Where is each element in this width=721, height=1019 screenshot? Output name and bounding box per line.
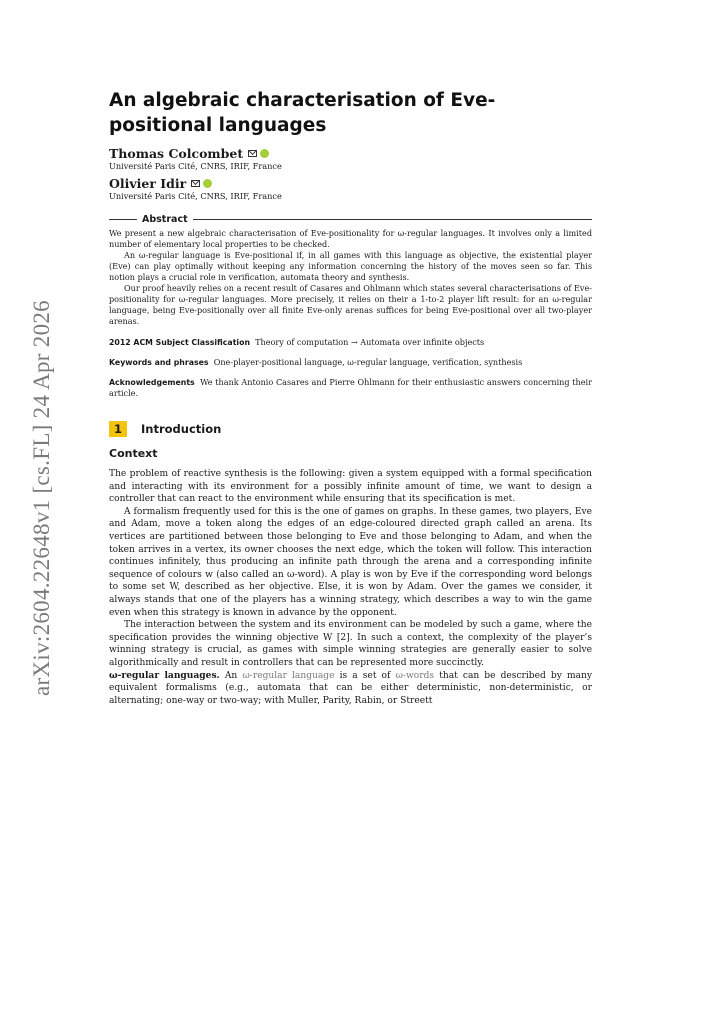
arxiv-id: arXiv:2604.22648v1 [cs.FL] 24 Apr 2026 bbox=[29, 300, 55, 696]
keywords: Keywords and phrases One-player-positional language, ω-regular language, verification, synthesis bbox=[109, 357, 523, 367]
mail-icon[interactable] bbox=[191, 180, 200, 187]
author-affiliation: Université Paris Cité, CNRS, IRIF, France bbox=[109, 161, 282, 171]
body-text bbox=[109, 468, 592, 707]
abstract-paragraph: We present a new algebraic characterisation of Eve-positionality for ω-regular languages. It involves only a limited number of elementary local properties to be checked. bbox=[109, 228, 592, 249]
mail-icon[interactable] bbox=[248, 150, 257, 157]
paragraph: The problem of reactive synthesis is the following: given a system equipped with a formal specification and interacting with its environment for a possibly infinite amount of time, we want to design a controller that can react to the environment while ensuring that its specification is met. bbox=[109, 469, 592, 505]
author-name: Thomas Colcombet bbox=[109, 146, 592, 161]
paper-title: An algebraic characterisation of Eve-positional languages bbox=[109, 90, 496, 136]
arxiv-sidebar-stamp bbox=[22, 298, 62, 698]
section-title: Introduction bbox=[141, 422, 222, 436]
paragraph: ω-regular languages. An ω-regular language is a set of ω-words that can be described by many equivalent formalisms (e.g., automata that can be either deterministic, non-deterministic, or alternating; one-way or two-way; with Muller, Parity, Rabin, or Streett bbox=[109, 669, 592, 706]
subsection-heading: Context bbox=[109, 447, 158, 460]
abstract bbox=[109, 228, 592, 327]
acknowledgements: Acknowledgements We thank Antonio Casares and Pierre Ohlmann for their enthusiastic answers concerning their article. bbox=[109, 377, 592, 398]
orcid-icon[interactable] bbox=[260, 149, 269, 158]
paper-page bbox=[109, 88, 592, 707]
divider bbox=[193, 219, 592, 220]
section-heading bbox=[109, 421, 592, 437]
abstract-paragraph: An ω-regular language is Eve-positional if, in all games with this language as objective, the existential player (Eve) can play optimally without keeping any information concerning the history of the moves seen so far. This notion plays a crucial role in verification, automata theory and synthesis. bbox=[109, 250, 592, 282]
orcid-icon[interactable] bbox=[203, 179, 212, 188]
abstract-heading: Abstract bbox=[109, 214, 592, 225]
paragraph: A formalism frequently used for this is the one of games on graphs. In these games, two players, Eve and Adam, move a token along the edges of an edge-coloured directed graph called an arena. Its vertices are partitioned between those belonging to Eve and those belonging to Adam, and when the token arrives in a vertex, its owner chooses the next edge, which the token will follow. This interaction continues infinitely, thus producing an infinite path through the arena and a corresponding infinite sequence of colours w (also called an ω-word). A play is won by Eve if the corresponding word belongs to some set W, described as her objective. Else, it is won by Adam. Over the games we consider, it always stands that one of the players has a winning strategy, which describes a way to win the game even when this strategy is known in advance by the opponent. bbox=[109, 506, 592, 618]
paragraph: The interaction between the system and its environment can be modeled by such a game, where the specification provides the winning objective W [2]. In such a context, the complexity of the player’s winning strategy is crucial, as games with simple winning strategies are generally easier to solve algorithmically and result in controllers that can be represented more succinctly. bbox=[109, 620, 592, 668]
acm-classification: 2012 ACM Subject Classification Theory of computation → Automata over infinite objects bbox=[109, 337, 485, 347]
author-affiliation: Université Paris Cité, CNRS, IRIF, France bbox=[109, 191, 282, 201]
term-link[interactable]: ω-regular language bbox=[242, 670, 335, 681]
author-name: Olivier Idir bbox=[109, 176, 592, 191]
divider bbox=[109, 219, 137, 220]
abstract-paragraph: Our proof heavily relies on a recent result of Casares and Ohlmann which states several characterisations of Eve-positionality for ω-regular languages. More precisely, it relies on their a 1-to-2 player lift result: for an ω-regular language, being Eve-positionally over all finite Eve-only arenas suffices for being Eve-positional over all two-player arenas. bbox=[109, 283, 592, 326]
author-block bbox=[109, 146, 592, 202]
term-link[interactable]: ω-words bbox=[395, 670, 435, 681]
section-number: 1 bbox=[109, 421, 127, 437]
